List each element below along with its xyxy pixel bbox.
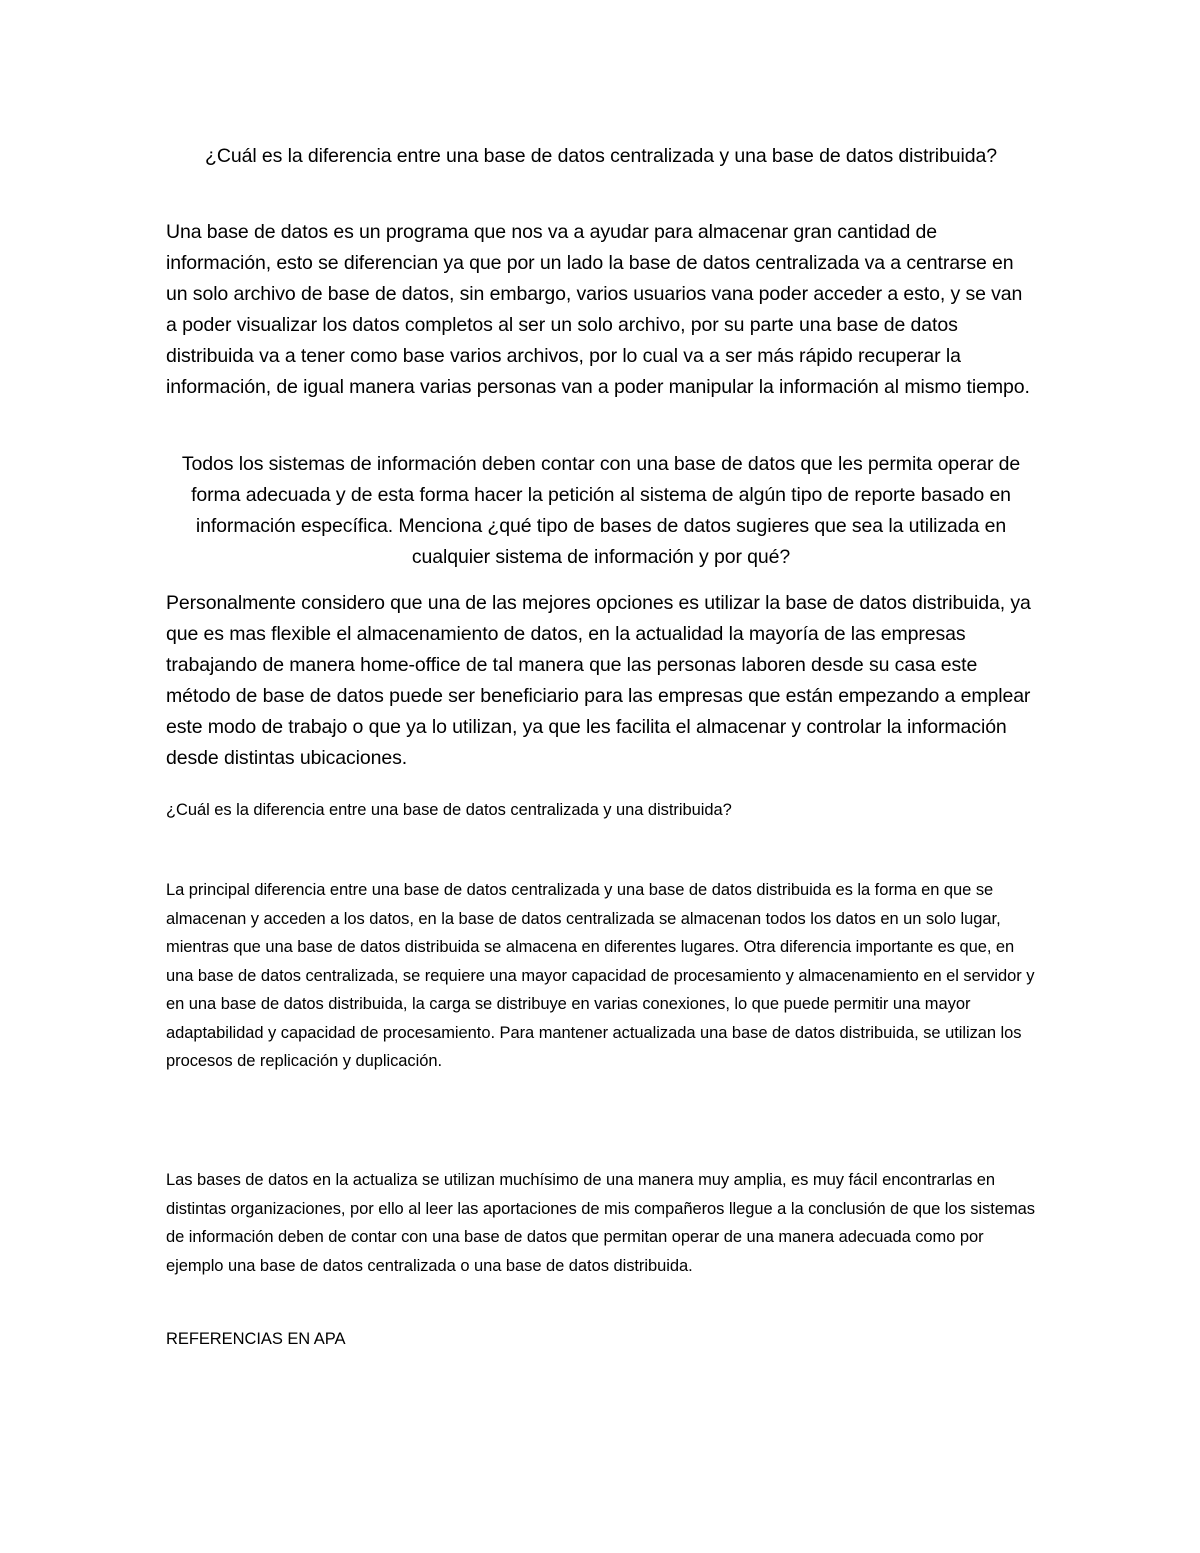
- answer-2-paragraph: Personalmente considero que una de las mejores opciones es utilizar la base de datos distribuida, ya que es mas flexible el almacenamiento de datos, en la actualidad la mayoría de las empresas trabajando de manera home-office de tal manera que las personas laboren desde su casa este método de base de datos puede ser beneficiario para las empresas que están empezando a emplear este modo de trabajo o que ya lo utilizan, ya que les facilita el almacenar y controlar la información desde distintas ubicaciones.: [166, 592, 1031, 769]
- answer-1-paragraph: Una base de datos es un programa que nos va a ayudar para almacenar gran cantidad de información, esto se diferencian ya que por un lado la base de datos centralizada va a centrarse en un solo archivo de base de datos, sin embargo, varios usuarios vana poder acceder a esto, y se van a poder visualizar los datos completos al ser un solo archivo, por su parte una base de datos distribuida va a tener como base varios archivos, por lo cual va a ser más rápido recuperar la información, de igual manera varias personas van a poder manipular la información al mismo tiempo.: [166, 221, 1030, 398]
- question-3-heading: ¿Cuál es la diferencia entre una base de datos centralizada y una distribuida?: [166, 801, 732, 819]
- answer-3-paragraph: La principal diferencia entre una base de datos centralizada y una base de datos distribuida es la forma en que se almacenan y acceden a los datos, en la base de datos centralizada se almacenan todos los datos en un solo lugar, mientras que una base de datos distribuida se almacena en diferentes lugares. Otra diferencia importante es que, en una base de datos centralizada, se requiere una mayor capacidad de procesamiento y almacenamiento en el servidor y en una base de datos distribuida, la carga se distribuye en varias conexiones, lo que puede permitir una mayor adaptabilidad y capacidad de procesamiento. Para mantener actualizada una base de datos distribuida, se utilizan los procesos de replicación y duplicación.: [166, 881, 1035, 1070]
- answer-4-paragraph: Las bases de datos en la actualiza se utilizan muchísimo de una manera muy amplia, es muy fácil encontrarlas en distintas organizaciones, por ello al leer las aportaciones de mis compañeros llegue a la conclusión de que los sistemas de información deben de contar con una base de datos que permitan operar de una manera adecuada como por ejemplo una base de datos centralizada o una base de datos distribuida.: [166, 1171, 1035, 1275]
- references-heading: REFERENCIAS EN APA: [166, 1330, 346, 1348]
- question-2-heading: Todos los sistemas de información deben contar con una base de datos que les permita operar de forma adecuada y de esta forma hacer la petición al sistema de algún tipo de reporte basado en información específica. Menciona ¿qué tipo de bases de datos sugieres que sea la utilizada en cualquier sistema de información y por qué?: [181, 453, 1021, 568]
- question-1-heading: ¿Cuál es la diferencia entre una base de datos centralizada y una base de datos distribuida?: [205, 145, 997, 167]
